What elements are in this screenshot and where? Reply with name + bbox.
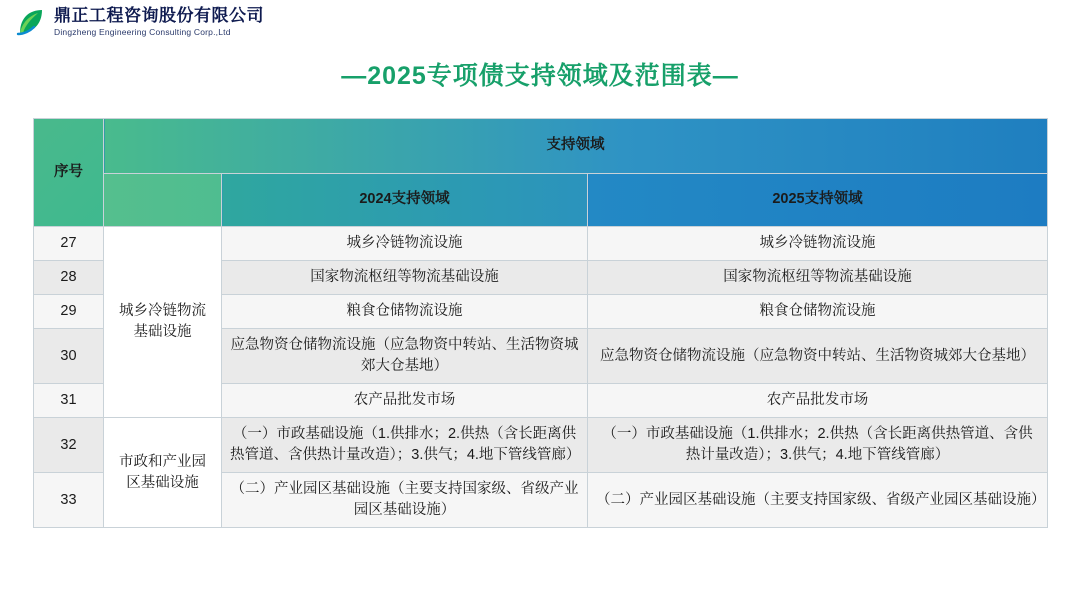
cell-seq: 32 xyxy=(34,418,104,473)
cell-2024: 粮食仓储物流设施 xyxy=(222,295,588,329)
cell-2024: 国家物流枢纽等物流基础设施 xyxy=(222,261,588,295)
brand-name-cn: 鼎正工程咨询股份有限公司 xyxy=(54,6,264,25)
cell-seq: 29 xyxy=(34,295,104,329)
cell-seq: 31 xyxy=(34,384,104,418)
page-title: —2025专项债支持领域及范围表— xyxy=(341,62,739,90)
cell-2025: 农产品批发市场 xyxy=(588,384,1048,418)
header-group-blank xyxy=(104,174,222,227)
cell-seq: 33 xyxy=(34,473,104,528)
cell-2024: 城乡冷链物流设施 xyxy=(222,227,588,261)
cell-2025: 国家物流枢纽等物流基础设施 xyxy=(588,261,1048,295)
header-col-2024: 2024支持领域 xyxy=(222,174,588,227)
cell-group-name: 市政和产业园区基础设施 xyxy=(104,418,222,528)
cell-seq: 28 xyxy=(34,261,104,295)
cell-2024: 农产品批发市场 xyxy=(222,384,588,418)
cell-2024: （一）市政基础设施（1.供排水；2.供热（含长距离供热管道、含供热计量改造）；3.供气；4.地下管线管廊） xyxy=(222,418,588,473)
cell-2025: 粮食仓储物流设施 xyxy=(588,295,1048,329)
table-header-row-2 xyxy=(34,174,1048,227)
header-col-2025: 2025支持领域 xyxy=(588,174,1048,227)
header-support-area: 支持领域 xyxy=(104,119,1048,174)
cell-2025: 应急物资仓储物流设施（应急物资中转站、生活物资城郊大仓基地） xyxy=(588,329,1048,384)
cell-2025: （二）产业园区基础设施（主要支持国家级、省级产业园区基础设施） xyxy=(588,473,1048,528)
table-header-row-1 xyxy=(34,119,1048,174)
cell-2024: （二）产业园区基础设施（主要支持国家级、省级产业园区基础设施） xyxy=(222,473,588,528)
brand-name-en: Dingzheng Engineering Consulting Corp.,Ltd xyxy=(54,26,231,37)
cell-2025: （一）市政基础设施（1.供排水；2.供热（含长距离供热管道、含供热计量改造）；3.供气；4.地下管线管廊） xyxy=(588,418,1048,473)
leaf-logo-icon xyxy=(16,7,46,37)
table-row xyxy=(34,418,1048,473)
brand-logo xyxy=(16,6,264,37)
cell-group-name: 城乡冷链物流基础设施 xyxy=(104,227,222,418)
cell-seq: 30 xyxy=(34,329,104,384)
cell-seq: 27 xyxy=(34,227,104,261)
table-row xyxy=(34,227,1048,261)
cell-2024: 应急物资仓储物流设施（应急物资中转站、生活物资城郊大仓基地） xyxy=(222,329,588,384)
header-seq: 序号 xyxy=(34,119,104,227)
support-areas-table xyxy=(33,118,1048,528)
support-areas-table-wrap xyxy=(33,118,1047,528)
cell-2025: 城乡冷链物流设施 xyxy=(588,227,1048,261)
